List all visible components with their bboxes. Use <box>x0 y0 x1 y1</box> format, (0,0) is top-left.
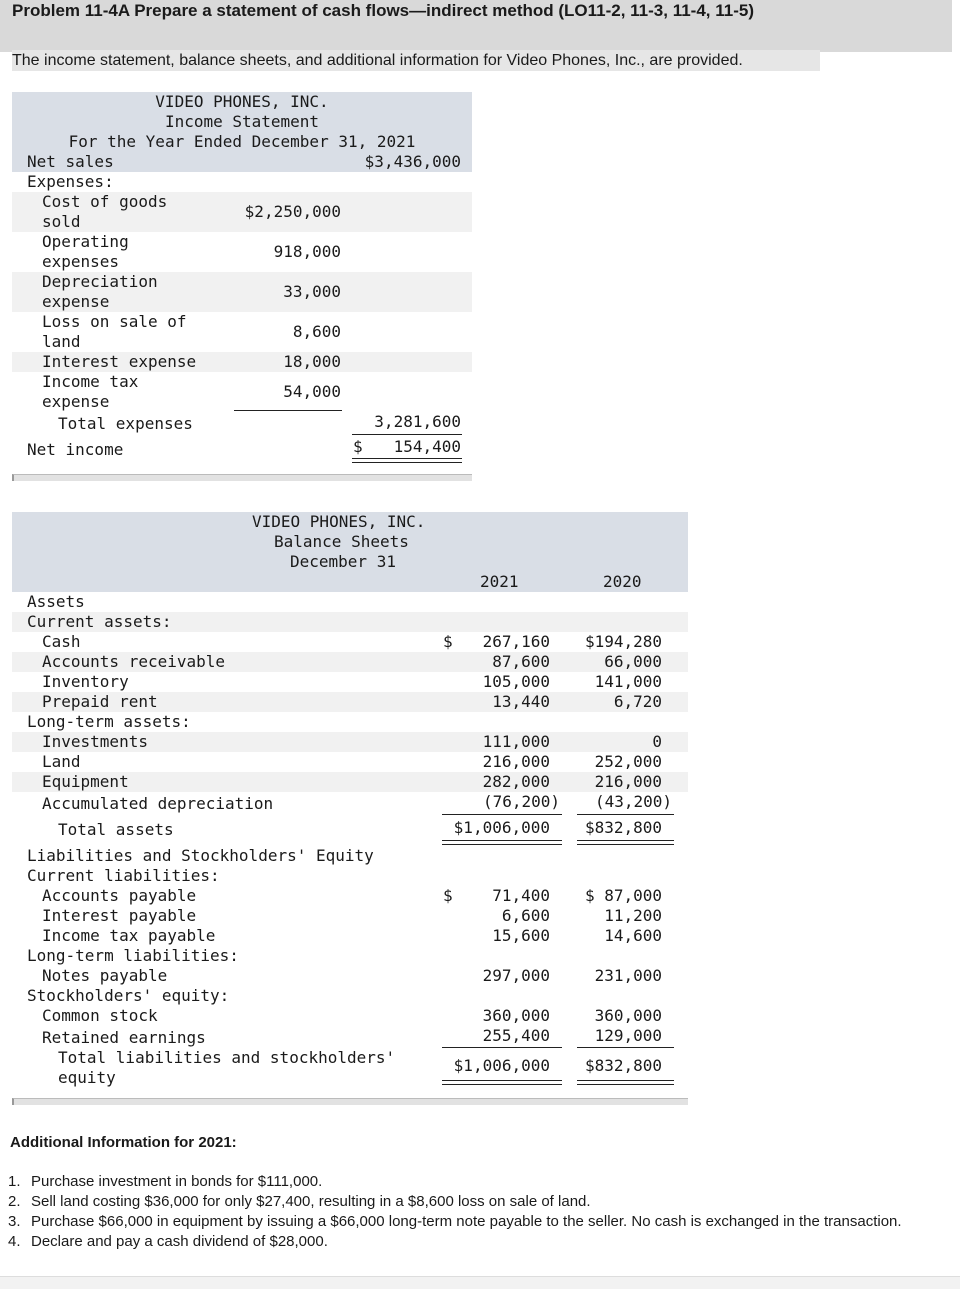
list-item <box>8 1232 948 1252</box>
expense-amount: 33,000 <box>283 282 341 301</box>
investments-2020: 0 <box>652 732 662 751</box>
accumulated-depreciation-2020: (43,200) <box>594 792 672 811</box>
problem-title: Problem 11-4A Prepare a statement of cash flows—indirect method (LO11-2, 11-3, 11-4, 11-5) <box>12 1 754 20</box>
expenses-underline <box>234 410 342 411</box>
long-term-assets-label: Long-term assets: <box>27 712 191 731</box>
accounts-payable-dollar-sign: $ <box>443 886 453 905</box>
bs-statement-name: Balance Sheets <box>274 532 409 551</box>
notes-payable-2021: 297,000 <box>482 966 550 985</box>
problem-header <box>0 0 952 52</box>
accounts-payable-2020: $ 87,000 <box>584 886 662 905</box>
bs-date: December 31 <box>290 552 396 571</box>
income-tax-payable-label: Income tax payable <box>42 926 216 945</box>
total-liabilities-equity-2020: $832,800 <box>584 1056 662 1075</box>
current-liabilities-label: Current liabilities: <box>27 866 220 885</box>
liabilities-equity-label: Liabilities and Stockholders' Equity <box>27 846 374 865</box>
interest-payable-2021: 6,600 <box>501 906 550 925</box>
net-income-value: 154,400 <box>393 437 461 456</box>
total-liabilities-equity-label: Total liabilities and stockholders' <box>58 1048 396 1067</box>
total-expenses-underline <box>352 434 462 435</box>
equipment-2021: 282,000 <box>482 772 550 791</box>
equipment-2020: 216,000 <box>594 772 662 791</box>
expense-label: expense <box>42 392 110 411</box>
cash-2021: 267,160 <box>482 632 550 651</box>
assets-label: Assets <box>27 592 85 611</box>
inventory-2021: 105,000 <box>482 672 550 691</box>
net-sales-label: Net sales <box>27 152 114 171</box>
liabilities-underline-2020 <box>577 1047 674 1048</box>
list-item <box>8 1172 948 1192</box>
total-assets-2020: $832,800 <box>584 818 662 837</box>
total-assets-2021: $1,006,000 <box>453 818 550 837</box>
investments-label: Investments <box>42 732 148 751</box>
expense-label: Depreciation <box>42 272 158 291</box>
accumulated-depreciation-label: Accumulated depreciation <box>42 794 274 813</box>
accounts-payable-label: Accounts payable <box>42 886 197 905</box>
cash-2020: $194,280 <box>584 632 662 651</box>
list-item <box>8 1212 948 1232</box>
land-2021: 216,000 <box>482 752 550 771</box>
retained-earnings-2020: 129,000 <box>594 1026 662 1045</box>
notes-payable-2020: 231,000 <box>594 966 662 985</box>
total-liabilities-double-underline-2021 <box>442 1080 562 1085</box>
total-liabilities-equity-2021: $1,006,000 <box>453 1056 550 1075</box>
total-expenses-value: 3,281,600 <box>374 412 461 431</box>
accumulated-depreciation-2021: (76,200) <box>482 792 560 811</box>
list-item-number: 2. <box>8 1193 21 1210</box>
common-stock-2020: 360,000 <box>594 1006 662 1025</box>
land-2020: 252,000 <box>594 752 662 771</box>
expense-amount: 8,600 <box>292 322 341 341</box>
additional-info-title: Additional Information for 2021: <box>10 1134 237 1151</box>
total-liabilities-double-underline-2020 <box>577 1080 674 1085</box>
current-assets-label: Current assets: <box>27 612 172 631</box>
expense-label: Interest expense <box>42 352 197 371</box>
equipment-label: Equipment <box>42 772 129 791</box>
bottom-bar <box>0 1276 960 1289</box>
land-label: Land <box>42 752 81 771</box>
list-item <box>8 1192 948 1212</box>
common-stock-2021: 360,000 <box>482 1006 550 1025</box>
total-assets-double-underline-2021 <box>442 840 562 845</box>
total-assets-double-underline-2020 <box>577 840 674 845</box>
expense-amount: $2,250,000 <box>244 202 341 221</box>
expense-amount: 54,000 <box>283 382 341 401</box>
interest-payable-label: Interest payable <box>42 906 197 925</box>
bs-company-name: VIDEO PHONES, INC. <box>252 512 426 531</box>
prepaid-rent-label: Prepaid rent <box>42 692 158 711</box>
problem-intro: The income statement, balance sheets, and additional information for Video Phones, Inc., are provided. <box>12 50 820 71</box>
inventory-2020: 141,000 <box>594 672 662 691</box>
net-sales-value: $3,436,000 <box>364 152 461 171</box>
col-header-2020: 2020 <box>603 572 642 591</box>
net-income-label: Net income <box>27 440 124 459</box>
expense-label: Loss on sale of <box>42 312 187 331</box>
assets-underline-2020 <box>577 814 674 815</box>
is-period: For the Year Ended December 31, 2021 <box>68 132 416 151</box>
expense-label: land <box>42 332 81 351</box>
accounts-receivable-label: Accounts receivable <box>42 652 226 671</box>
expenses-label: Expenses: <box>27 172 114 191</box>
list-item-number: 4. <box>8 1233 21 1250</box>
interest-payable-2020: 11,200 <box>604 906 662 925</box>
expense-label: expense <box>42 292 110 311</box>
list-item-number: 1. <box>8 1173 21 1190</box>
expense-amount: 18,000 <box>283 352 341 371</box>
notes-payable-label: Notes payable <box>42 966 168 985</box>
section-divider <box>12 474 472 481</box>
total-liabilities-equity-label: equity <box>58 1068 116 1087</box>
total-assets-label: Total assets <box>58 820 174 839</box>
list-item-text: Declare and pay a cash dividend of $28,000. <box>31 1233 328 1250</box>
expense-label: Operating <box>42 232 129 251</box>
is-statement-name: Income Statement <box>164 112 320 131</box>
accounts-receivable-2020: 66,000 <box>604 652 662 671</box>
net-income-double-underline <box>352 458 462 463</box>
section-divider <box>12 1098 688 1105</box>
list-item-text: Purchase investment in bonds for $111,000. <box>31 1173 323 1190</box>
accounts-payable-2021: 71,400 <box>492 886 550 905</box>
liabilities-underline-2021 <box>442 1047 562 1048</box>
list-item-text: Sell land costing $36,000 for only $27,400, resulting in a $8,600 loss on sale of land. <box>31 1193 591 1210</box>
prepaid-rent-2020: 6,720 <box>613 692 662 711</box>
expense-amount: 918,000 <box>273 242 341 261</box>
list-item-text: Purchase $66,000 in equipment by issuing a $66,000 long-term note payable to the seller. No cash is exchanged in the transaction. <box>31 1213 902 1230</box>
cash-label: Cash <box>42 632 81 651</box>
is-company-name: VIDEO PHONES, INC. <box>155 92 329 111</box>
prepaid-rent-2021: 13,440 <box>492 692 550 711</box>
expense-label: sold <box>42 212 81 231</box>
investments-2021: 111,000 <box>482 732 550 751</box>
income-tax-payable-2020: 14,600 <box>604 926 662 945</box>
expense-label: expenses <box>42 252 120 271</box>
accounts-receivable-2021: 87,600 <box>492 652 550 671</box>
retained-earnings-label: Retained earnings <box>42 1028 206 1047</box>
retained-earnings-2021: 255,400 <box>482 1026 550 1045</box>
assets-underline-2021 <box>442 814 562 815</box>
common-stock-label: Common stock <box>42 1006 158 1025</box>
inventory-label: Inventory <box>42 672 129 691</box>
stockholders-equity-label: Stockholders' equity: <box>27 986 230 1005</box>
col-header-2021: 2021 <box>480 572 519 591</box>
expense-label: Cost of goods <box>42 192 168 211</box>
net-income-dollar-sign: $ <box>353 437 363 456</box>
total-expenses-label: Total expenses <box>58 414 193 433</box>
expense-label: Income tax <box>42 372 139 391</box>
cash-dollar-sign: $ <box>443 632 453 651</box>
list-item-number: 3. <box>8 1213 21 1230</box>
long-term-liabilities-label: Long-term liabilities: <box>27 946 239 965</box>
income-tax-payable-2021: 15,600 <box>492 926 550 945</box>
additional-info-list <box>8 1172 948 1252</box>
